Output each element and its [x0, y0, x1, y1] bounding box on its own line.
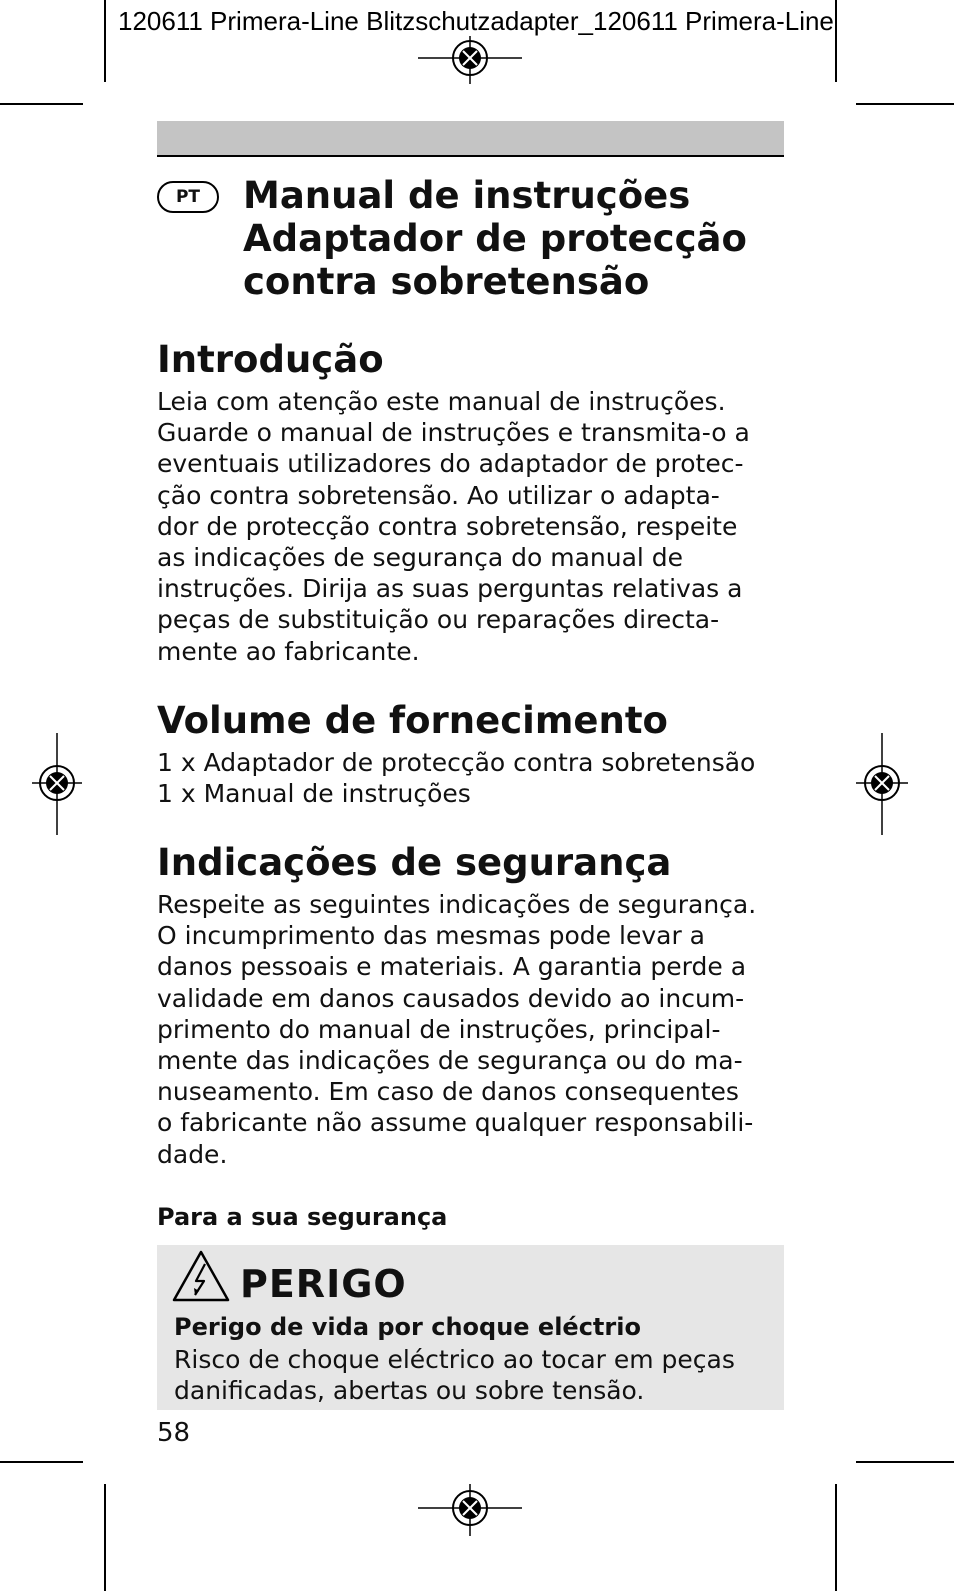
text-line: nuseamento. Em caso de danos consequentes — [157, 1077, 739, 1107]
text-line: danos pessoais e materiais. A garantia perde a — [157, 952, 747, 982]
page-number: 58 — [157, 1418, 191, 1448]
registration-mark-icon — [32, 733, 82, 835]
supply-heading: Volume de fornecimento — [157, 699, 668, 742]
text-line: validade em danos causados devido ao incum- — [157, 983, 745, 1013]
text-line: Guarde o manual de instruções e transmita-o a — [157, 418, 750, 448]
danger-subtitle: Perigo de vida por choque eléctrio — [174, 1313, 641, 1341]
registration-mark-icon — [418, 36, 522, 84]
intro-text — [157, 386, 750, 667]
safety-text — [157, 889, 756, 1170]
page-title — [243, 174, 747, 303]
text-line: as indicações de segurança do manual de — [157, 543, 684, 573]
header-bar — [157, 121, 784, 157]
registration-mark-icon — [418, 1484, 522, 1536]
danger-title: PERIGO — [240, 1262, 407, 1306]
text-line: mente das indicações de segurança ou do ma- — [157, 1046, 743, 1076]
title-line: Manual de instruções — [243, 174, 691, 217]
intro-heading: Introdução — [157, 338, 384, 381]
text-line: O incumprimento das mesmas pode levar a — [157, 921, 705, 951]
text-line: dor de protecção contra sobretensão, respeite — [157, 511, 738, 541]
text-line: peças de substituição ou reparações directa- — [157, 605, 720, 635]
list-item: 1 x Manual de instruções — [157, 779, 471, 809]
title-line: contra sobretensão — [243, 260, 650, 303]
text-line: Leia com atenção este manual de instruções. — [157, 387, 726, 416]
text-line: danificadas, abertas ou sobre tensão. — [174, 1376, 645, 1405]
crop-mark — [0, 1461, 83, 1463]
text-line: Risco de choque eléctrico ao tocar em peças — [174, 1345, 735, 1374]
text-line: dade. — [157, 1139, 228, 1169]
crop-mark — [856, 103, 954, 105]
danger-text — [174, 1344, 735, 1406]
text-line: o fabricante não assume qualquer responsabili- — [157, 1108, 754, 1138]
crop-mark — [0, 103, 83, 105]
crop-mark — [856, 1461, 954, 1463]
language-badge: PT — [157, 181, 219, 213]
title-line: Adaptador de protecção — [243, 217, 747, 260]
list-item: 1 x Adaptador de protecção contra sobretensão — [157, 748, 756, 777]
text-line: ção contra sobretensão. Ao utilizar o adapta- — [157, 480, 720, 510]
text-line: Respeite as seguintes indicações de segurança. — [157, 890, 757, 919]
crop-mark — [104, 1484, 106, 1591]
safety-subheading: Para a sua segurança — [157, 1203, 448, 1231]
crop-mark — [104, 0, 106, 82]
safety-heading: Indicações de segurança — [157, 841, 672, 884]
text-line: instruções. Dirija as suas perguntas relativas a — [157, 574, 743, 604]
supply-list — [157, 747, 755, 809]
printer-header: 120611 Primera-Line Blitzschutzadapter_120611 Primera-Line — [118, 6, 834, 36]
text-line: primento do manual de instruções, principal- — [157, 1014, 721, 1044]
text-line: mente ao fabricante. — [157, 636, 420, 666]
text-line: eventuais utilizadores do adaptador de protec- — [157, 449, 744, 479]
crop-mark — [835, 1484, 837, 1591]
registration-mark-icon — [856, 733, 908, 835]
crop-mark — [835, 0, 837, 82]
electric-hazard-warning-icon — [172, 1250, 230, 1302]
